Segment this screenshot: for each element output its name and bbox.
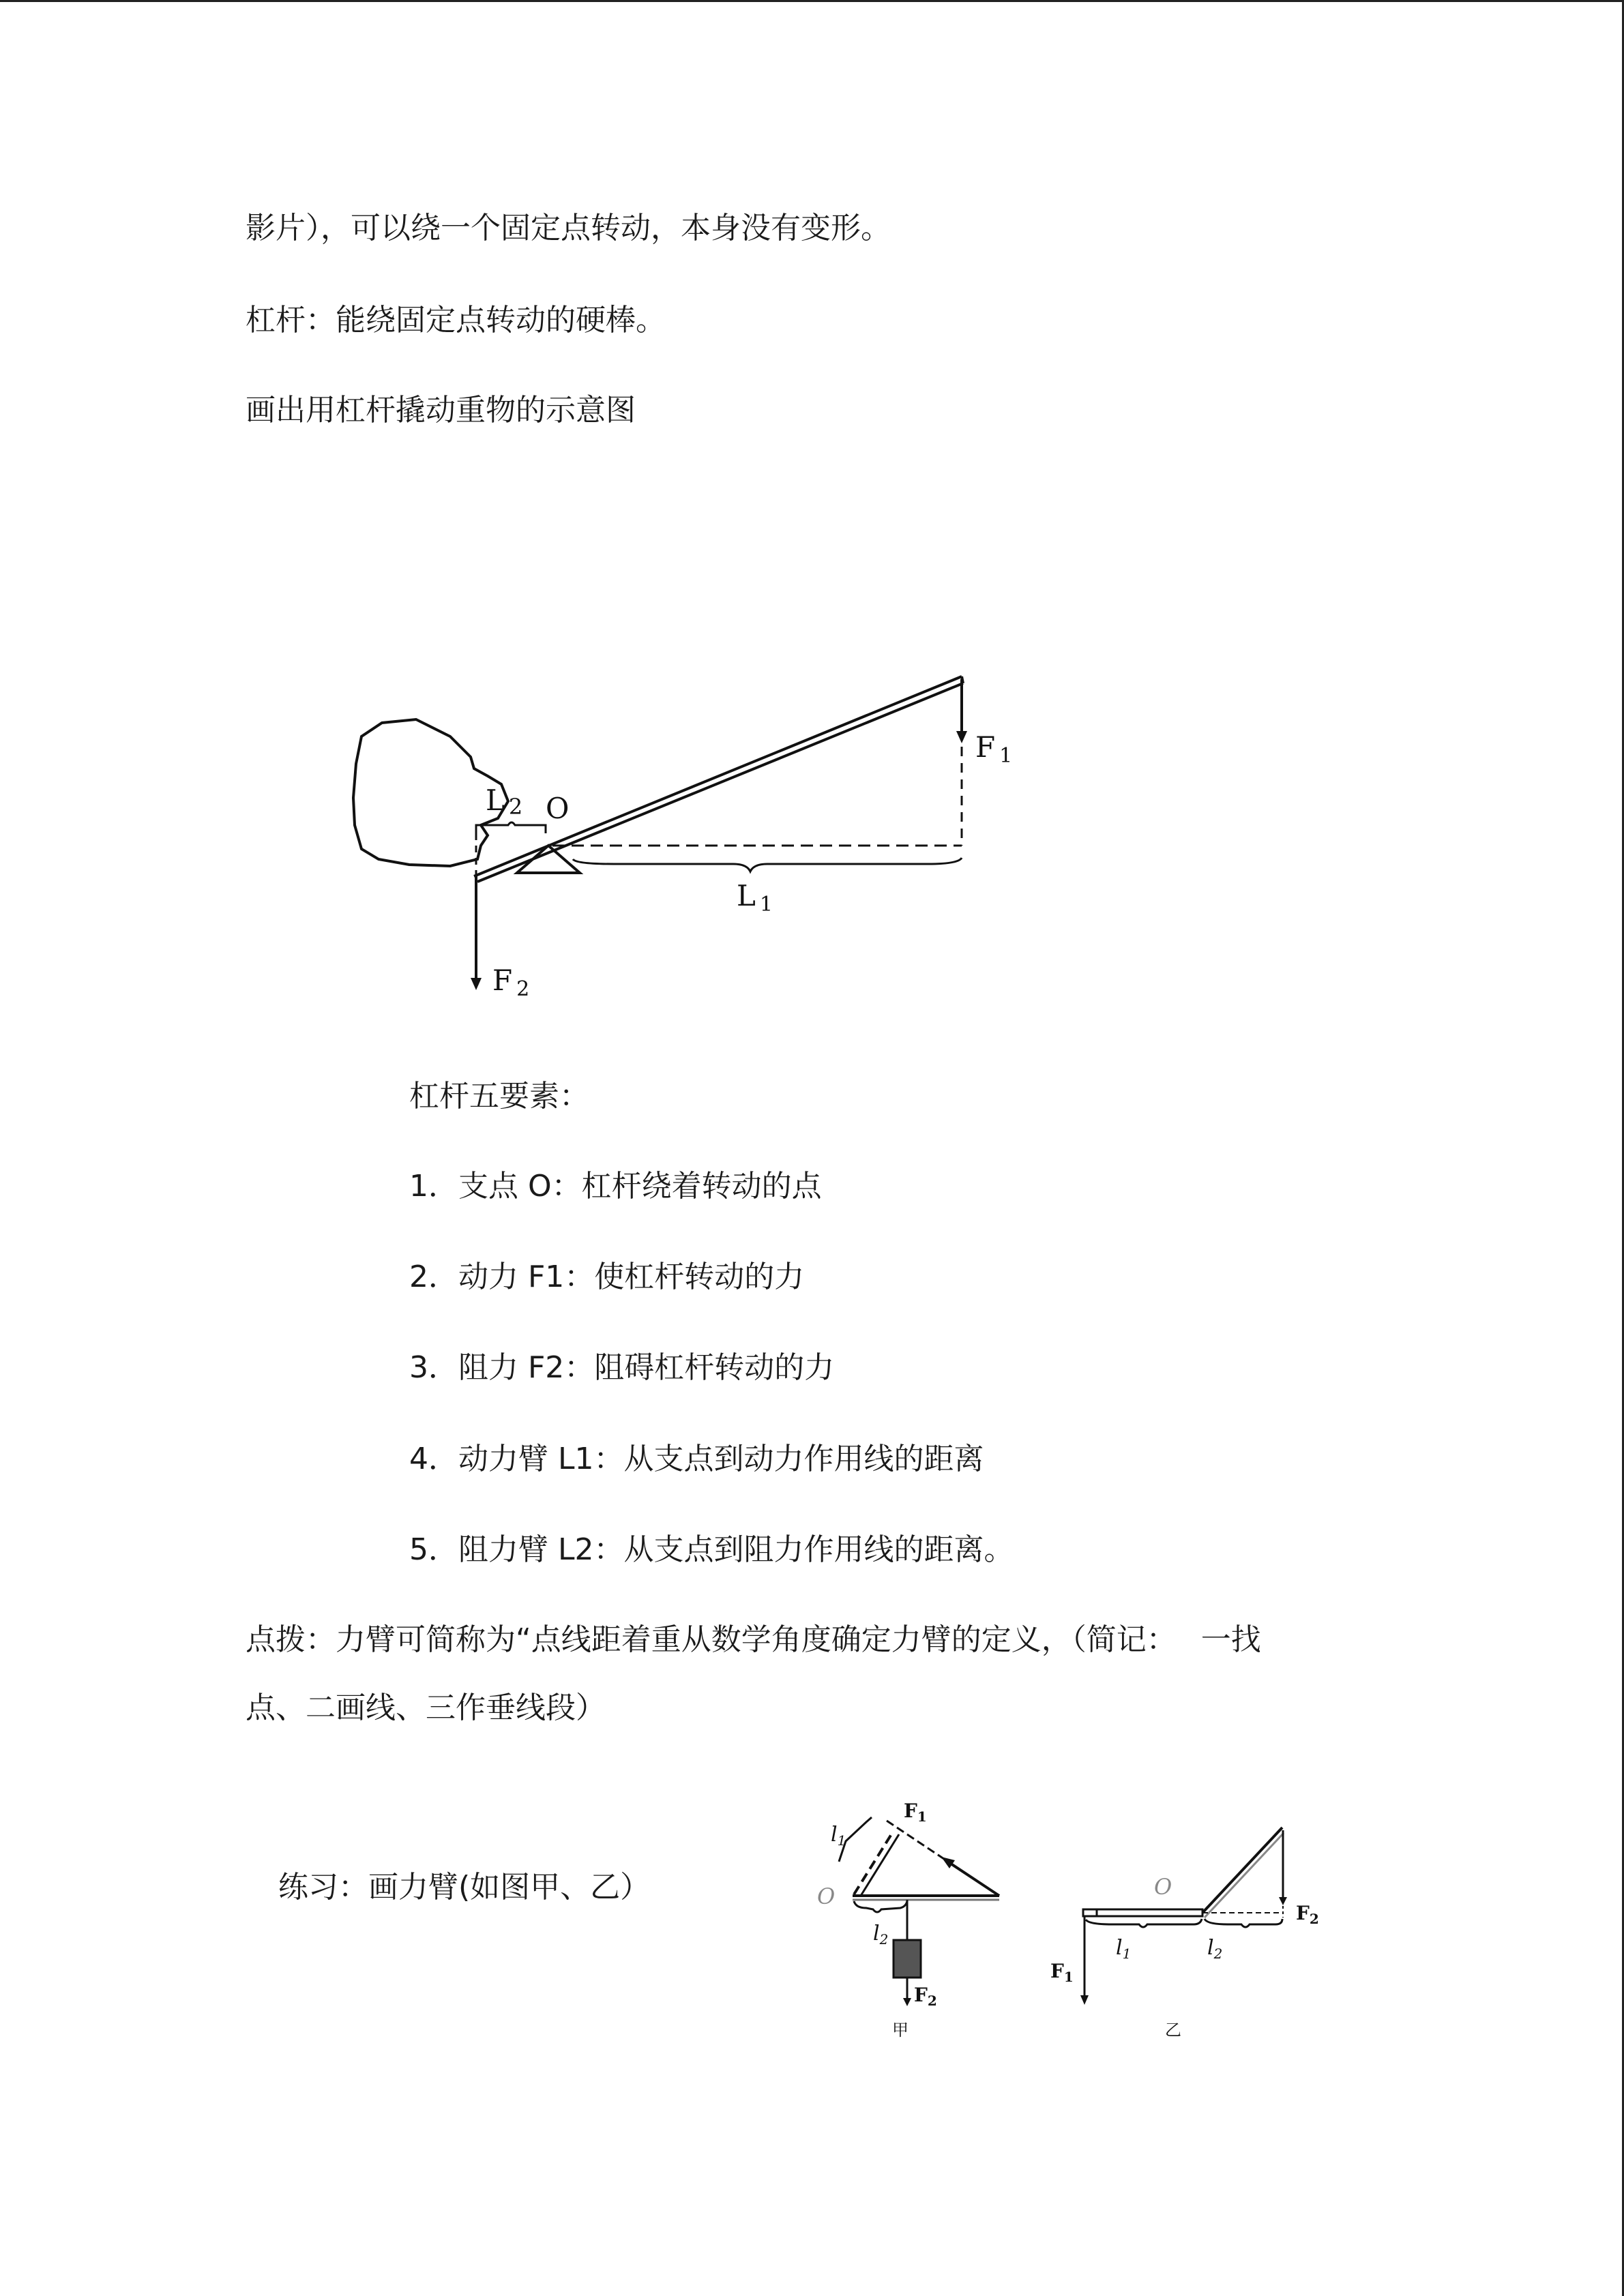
tip-line-2: 点、二画线、三作垂线段） [246, 1690, 606, 1725]
jia-l2-brace [854, 1901, 907, 1912]
lever-diagram [341, 655, 1064, 1009]
jia-label-f2: $F_2$ [914, 1984, 937, 2009]
jia-label-o: O [817, 1883, 836, 1909]
element-item: 1．支点 O：杠杆绕着转动的点 [409, 1169, 822, 1204]
jia-label-l1: $l_1$ [831, 1823, 846, 1849]
yi-label-f2: $F_2$ [1296, 1902, 1319, 1927]
label-o: O [546, 792, 570, 825]
yi-caption: 乙 [1165, 2021, 1181, 2040]
label-l1: L 1 [737, 879, 773, 916]
yi-lever-horizontal [1083, 1909, 1202, 1916]
exercise-label: 练习：画力臂(如图甲、乙） [278, 1870, 651, 1905]
jia-label-l2: $l_2$ [873, 1922, 889, 1948]
jia-caption: 甲 [892, 2021, 909, 2040]
label-f2: F 2 [492, 964, 530, 1001]
page-top-border [0, 0, 1624, 2]
element-item: 2．动力 F1：使杠杆转动的力 [409, 1259, 805, 1294]
jia-weight [894, 1940, 921, 1978]
paragraph-line-2: 杠杆：能绕固定点转动的硬棒。 [246, 303, 666, 338]
paragraph-line-1: 影片），可以绕一个固定点转动，本身没有变形。 [246, 211, 891, 245]
element-item: 5．阻力臂 L2：从支点到阻力作用线的距离。 [409, 1532, 1014, 1567]
jia-label-f1: $F_1$ [904, 1800, 927, 1825]
yi-l1-brace [1086, 1919, 1202, 1927]
label-l2: L 2 [486, 784, 523, 820]
element-item: 4．动力臂 L1：从支点到动力作用线的距离 [409, 1442, 984, 1476]
figure-yi [1044, 1814, 1344, 2053]
label-f1: F 1 [975, 730, 1013, 768]
yi-label-o: O [1154, 1874, 1172, 1900]
element-item: 3．阻力 F2：阻碍杠杆转动的力 [409, 1350, 835, 1385]
yi-label-f1: $F_1$ [1050, 1960, 1074, 1985]
rock-shape [353, 719, 508, 866]
tip-line-1: 点拨：力臂可简称为“点线距着重从数学角度确定力臂的定义，（简记： 一找 [246, 1622, 1261, 1657]
yi-lever-incline [1202, 1828, 1282, 1913]
paragraph-line-3: 画出用杠杆撬动重物的示意图 [246, 393, 636, 428]
jia-l1-line [854, 1831, 894, 1894]
elements-title: 杠杆五要素： [409, 1079, 589, 1114]
figure-jia [805, 1793, 1030, 2046]
yi-label-l2: $l_2$ [1207, 1936, 1223, 1962]
yi-label-l1: $l_1$ [1116, 1936, 1132, 1962]
yi-l2-brace [1205, 1919, 1282, 1927]
fulcrum-triangle [517, 846, 580, 873]
l1-brace [573, 858, 962, 871]
